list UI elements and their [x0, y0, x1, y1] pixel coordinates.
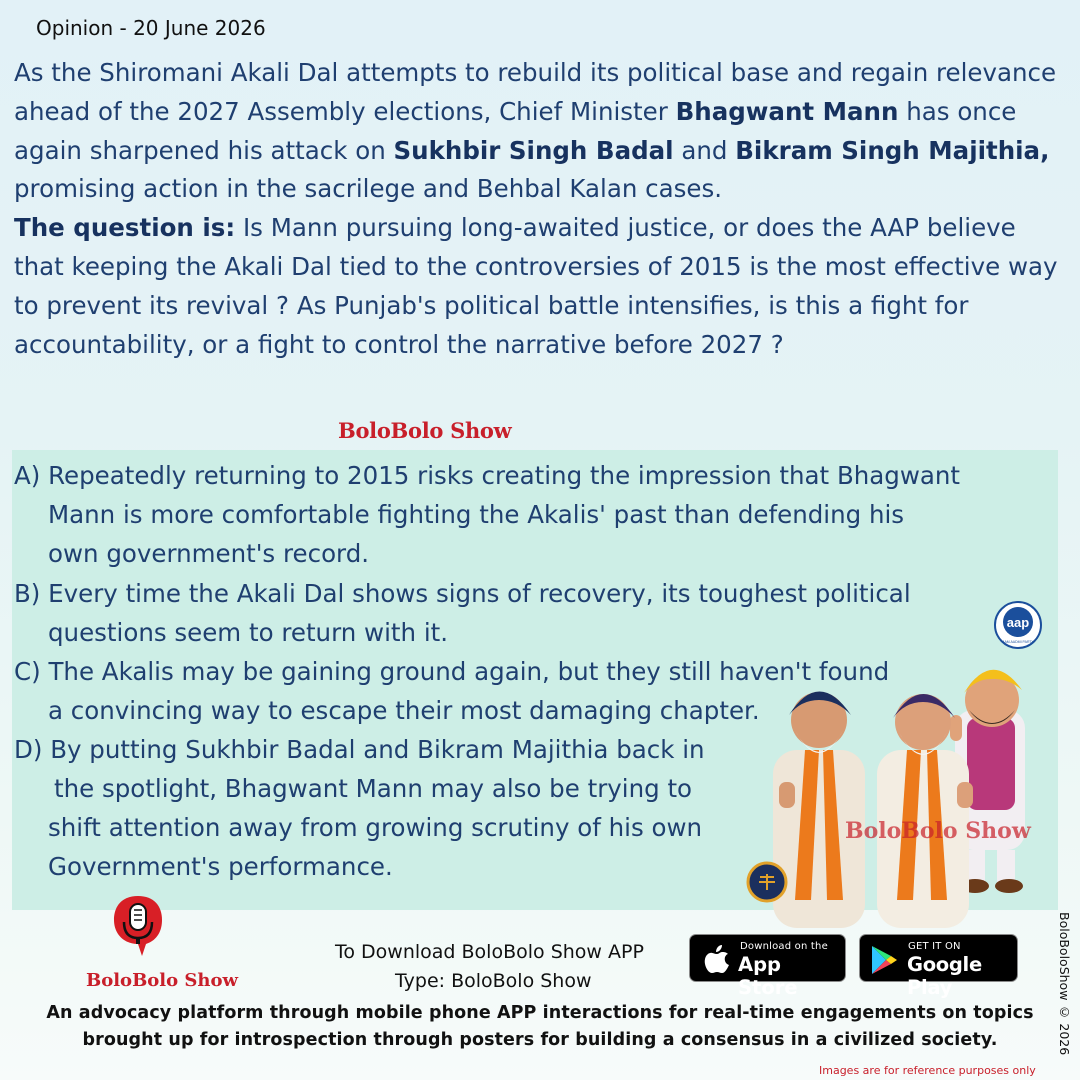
app-store-button[interactable]: [689, 934, 846, 999]
option-d-line: shift attention away from growing scrutiny of his own: [48, 813, 703, 842]
microphone-icon: [110, 892, 166, 958]
intro-text-part: As the Shiromani Akali Dal attempts to rebuild its political base and regain relevance ahead of the 2027 Assembly elections, Chief Minister: [14, 58, 1057, 126]
aap-logo-text: aap: [1006, 615, 1030, 630]
footer-brand: BoloBolo Show: [86, 970, 238, 991]
option-d[interactable]: [14, 730, 774, 886]
intro-text-part: and: [673, 135, 736, 165]
option-c-line: a convincing way to escape their most damaging chapter.: [48, 696, 760, 725]
option-c-line: C) The Akalis may be gaining ground again, but they still haven't found: [14, 657, 890, 686]
option-a-line: A) Repeatedly returning to 2015 risks creating the impression that Bhagwant: [14, 461, 961, 490]
question-text: Is Mann pursuing long-awaited justice, or does the AAP believe that keeping the Akali Dal tied to the controversies of 2015 is the most effective way to prevent its revival ? As Punjab's political battle intensifies, is this a fight for accountability, or a fight to control the narrative before 2027 ?: [14, 213, 1058, 359]
option-b-line: B) Every time the Akali Dal shows signs of recovery, its toughest political: [14, 579, 911, 608]
google-play-label: Google Play: [907, 953, 982, 999]
option-a-line: Mann is more comfortable fighting the Akalis' past than defending his: [48, 500, 905, 529]
option-d-line: Government's performance.: [48, 852, 393, 881]
name-bikram-singh-majithia: Bikram Singh Majithia,: [735, 135, 1050, 165]
option-d-line: D) By putting Sukhbir Badal and Bikram Majithia back in: [14, 735, 705, 764]
intro-text-part: promising action in the sacrilege and Behbal Kalan cases.: [14, 174, 723, 204]
download-type-instruction: Type: BoloBolo Show: [395, 970, 592, 992]
date-line: Opinion - 20 June 2026: [36, 16, 266, 40]
copyright-notice: BoloBoloShow © 2026: [1057, 912, 1072, 1056]
option-b-line: questions seem to return with it.: [48, 618, 449, 647]
question-label: The question is:: [14, 213, 236, 243]
tagline-line: An advocacy platform through mobile phone APP interactions for real-time engagements on topics: [46, 1003, 1034, 1023]
app-store-small-label: Download on the: [740, 941, 828, 952]
google-play-button[interactable]: [859, 934, 1018, 999]
politicians-illustration: [745, 600, 1075, 930]
image-disclaimer: Images are for reference purposes only: [819, 1064, 1036, 1077]
download-instruction: To Download BoloBolo Show APP: [335, 941, 644, 963]
intro-text: [14, 54, 1064, 364]
brand-watermark: BoloBolo Show: [338, 418, 512, 443]
google-play-icon: [870, 945, 898, 975]
name-bhagwant-mann: Bhagwant Mann: [675, 96, 899, 126]
name-sukhbir-singh-badal: Sukhbir Singh Badal: [393, 135, 674, 165]
intro-text-part: has once again sharpened his attack on: [14, 96, 1017, 165]
platform-tagline: [0, 1000, 1080, 1054]
app-store-label: App Store: [738, 953, 798, 999]
apple-icon: [704, 944, 730, 974]
google-play-small-label: GET IT ON: [908, 941, 961, 952]
party-emblem: [748, 863, 786, 901]
tagline-line: brought up for introspection through posters for building a consensus in a civilized society.: [82, 1030, 998, 1050]
option-a-line: own government's record.: [48, 539, 370, 568]
figure-left: [773, 692, 865, 929]
aap-logo-subtext: AAM AADMI PARTY: [1002, 640, 1034, 644]
illustration-watermark: BoloBolo Show: [845, 818, 1031, 844]
aap-logo: [995, 602, 1041, 648]
option-a[interactable]: [14, 456, 1054, 573]
option-d-line: the spotlight, Bhagwant Mann may also be trying to: [54, 774, 693, 803]
